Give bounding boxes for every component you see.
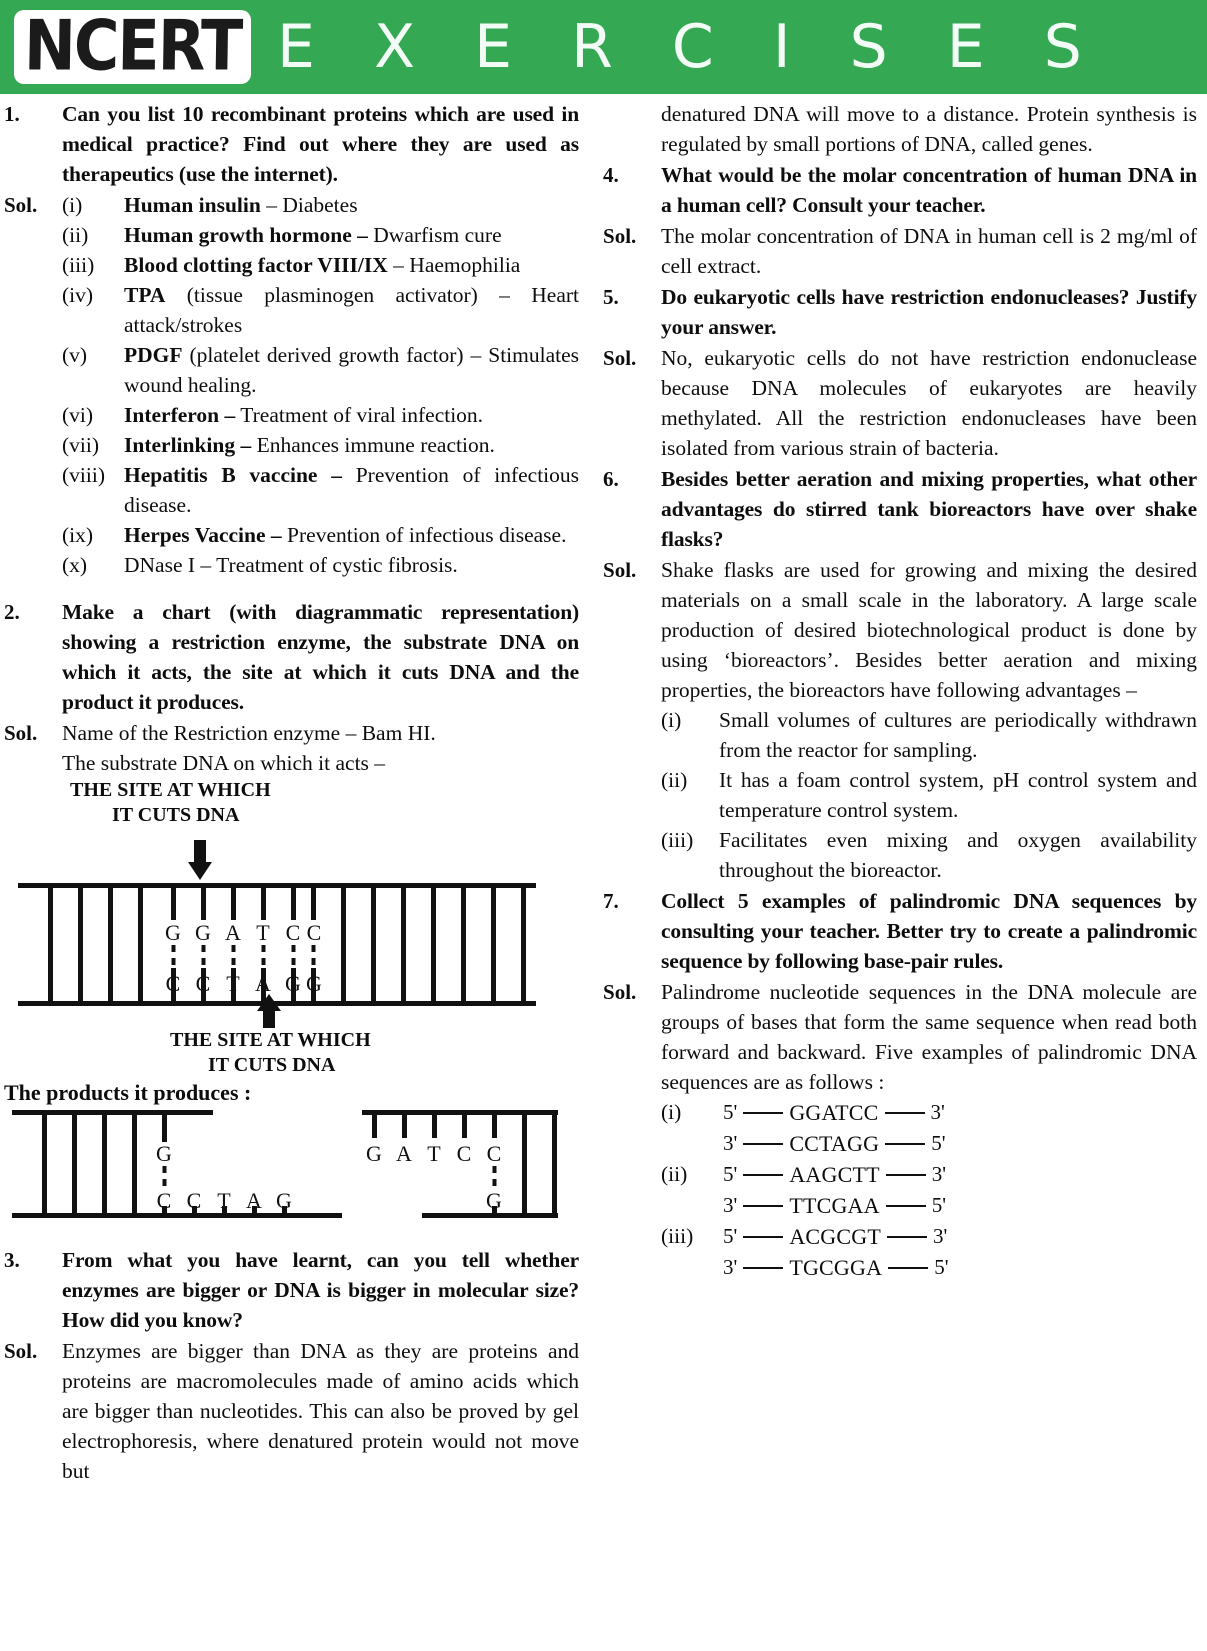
list-item-text [124, 460, 579, 520]
list-item [62, 250, 579, 280]
solution-3-label: Sol. [4, 1339, 38, 1363]
question-5-text: Do eukaryotic cells have restriction endonucleases? Justify your answer. [661, 285, 1197, 339]
strand-end-5prime: 5' [723, 1162, 738, 1186]
palindrome-sequence-item [661, 1190, 1197, 1221]
list-item-rest: – Haemophilia [387, 253, 521, 277]
cut-site-up-arrow [257, 994, 281, 1028]
list-item-bold: Human growth hormone – [124, 223, 368, 247]
list-item-marker: (i) [62, 193, 83, 217]
list-item-marker: (ii) [661, 768, 688, 792]
list-item-rest: Dwarfism cure [367, 223, 502, 247]
strand-line [743, 1174, 783, 1176]
page-header-banner [0, 0, 1207, 94]
list-item-rest: (tissue plasminogen activator) – Heart attack/strokes [124, 283, 580, 337]
list-item-rest: Treatment of viral infection. [235, 403, 484, 427]
list-item-bold: PDGF [124, 343, 183, 367]
base-letter: C [285, 920, 301, 945]
question-1-text: Can you list 10 recombinant proteins which are used in medical practice? Find out where they are used as therapeutics (use the internet). [62, 102, 580, 186]
base-letter: T [217, 1188, 231, 1213]
list-item [62, 550, 579, 580]
strand-end-5prime: 5' [723, 1100, 738, 1124]
strand-line [886, 1174, 926, 1176]
dna-bottom-backbone [18, 1001, 536, 1006]
list-item-text [124, 550, 579, 580]
product-right-top-bases [366, 1141, 501, 1166]
dna-bottom-backbone [12, 1213, 342, 1218]
base-letter: C [165, 971, 181, 996]
question-5-row [603, 282, 1197, 342]
list-item-text: Small volumes of cultures are periodically withdrawn from the reactor for sampling. [719, 708, 1197, 762]
solution-5-row [603, 343, 1197, 463]
list-item-text [124, 340, 579, 400]
list-item [62, 400, 579, 430]
strand-line [886, 1205, 926, 1207]
list-item [62, 460, 579, 520]
strand-sequence: TGCGGA [789, 1255, 883, 1280]
strand-end-3prime: 3' [932, 1224, 948, 1248]
palindrome-strand-bottom [723, 1190, 946, 1221]
solution-1-label: Sol. [4, 193, 38, 217]
list-item-text: It has a foam control system, pH control system and temperature control system. [719, 768, 1197, 822]
base-letter: G [276, 1188, 292, 1213]
strand-sequence: GGATCC [789, 1100, 879, 1125]
dna-rungs [42, 1110, 137, 1218]
question-4-row [603, 160, 1197, 220]
palindrome-sequence-item [661, 1128, 1197, 1159]
question-6-number: 6. [603, 467, 619, 491]
list-item-text [124, 280, 579, 340]
base-letter: A [225, 920, 241, 945]
dna-top-backbone [362, 1110, 558, 1115]
list-item-marker: (v) [62, 343, 88, 367]
strand-end-3prime: 3' [723, 1131, 738, 1155]
base-letter: T [256, 920, 270, 945]
solution-2-row [4, 718, 579, 778]
strand-end-5prime: 5' [931, 1131, 946, 1155]
base-letter: G [486, 1188, 502, 1213]
question-4-number: 4. [603, 163, 619, 187]
palindrome-strand-top [723, 1159, 946, 1190]
solution-6-row [603, 555, 1197, 885]
list-item-text [124, 430, 579, 460]
right-column [593, 98, 1197, 1486]
question-4-text: What would be the molar concentration of human DNA in a human cell? Consult your teacher. [661, 163, 1197, 217]
solution-2-line-2: The substrate DNA on which it acts – [62, 751, 386, 775]
base-letter: T [427, 1141, 441, 1166]
list-item-bold: Interlinking – [124, 433, 252, 457]
substrate-top-bases [165, 920, 321, 945]
list-item [62, 340, 579, 400]
list-item [62, 220, 579, 250]
list-item-rest: Prevention of infectious disease. [124, 463, 580, 517]
question-5-number: 5. [603, 285, 619, 309]
strand-end-3prime: 3' [723, 1193, 738, 1217]
strand-line [887, 1236, 927, 1238]
strand-end-5prime: 5' [931, 1193, 947, 1217]
cut-site-top-label-line-1: THE SITE AT WHICH [70, 779, 271, 801]
spacer [4, 580, 579, 596]
list-item-marker: (iv) [62, 283, 94, 307]
palindrome-strand-bottom [723, 1128, 945, 1159]
base-letter: C [486, 1141, 502, 1166]
substrate-dna-svg [4, 828, 564, 1028]
question-1-number: 1. [4, 102, 20, 126]
list-item-bold: Interferon – [124, 403, 236, 427]
list-item [661, 765, 1197, 825]
list-item-marker: (vii) [62, 433, 100, 457]
products-label: The products it produces : [4, 1080, 252, 1105]
list-item-marker: (i) [661, 708, 682, 732]
strand-end-5prime: 5' [934, 1255, 949, 1279]
base-letter: G [306, 971, 322, 996]
base-letter: C [456, 1141, 472, 1166]
spacer [4, 1228, 579, 1244]
palindrome-strand-top [723, 1221, 947, 1252]
question-7-row [603, 886, 1197, 976]
list-item-marker: (ii) [62, 223, 89, 247]
list-item-marker: (x) [62, 553, 88, 577]
cut-site-bottom-label-line-1: THE SITE AT WHICH [170, 1029, 371, 1051]
solution-6-advantages-list [661, 705, 1197, 885]
list-item-rest: – Diabetes [260, 193, 358, 217]
strand-line [743, 1205, 783, 1207]
list-item [62, 520, 579, 550]
question-2-row [4, 597, 579, 717]
strand-sequence: CCTAGG [789, 1131, 880, 1156]
solution-4-label: Sol. [603, 224, 637, 248]
page-title: E X E R C I S E S [277, 12, 1102, 82]
strand-line [885, 1143, 925, 1145]
solution-4-text: The molar concentration of DNA in human cell is 2 mg/ml of cell extract. [661, 224, 1197, 278]
strand-line [888, 1267, 928, 1269]
solution-3-continued-row [603, 99, 1197, 159]
palindrome-marker: (iii) [661, 1224, 694, 1248]
palindrome-marker: (ii) [661, 1162, 688, 1186]
list-item-text [124, 520, 579, 550]
list-item-bold: Blood clotting factor VIII/IX [124, 253, 388, 277]
question-6-text: Besides better aeration and mixing properties, what other advantages do stirred tank bioreactors have over shake flasks? [661, 467, 1197, 551]
list-item [661, 705, 1197, 765]
solution-3-row [4, 1336, 579, 1486]
palindrome-sequence-item [661, 1097, 1197, 1128]
list-item-rest: DNase I – Treatment of cystic fibrosis. [124, 553, 458, 577]
strand-line [885, 1112, 925, 1114]
list-item-marker: (iii) [62, 253, 95, 277]
question-2-text: Make a chart (with diagrammatic representation) showing a restriction enzyme, the substrate DNA on which it acts, the site at which it cuts DNA and the product it produces. [62, 600, 580, 714]
list-item-rest: Enhances immune reaction. [251, 433, 495, 457]
list-item [62, 280, 579, 340]
palindrome-marker: (i) [661, 1100, 682, 1124]
strand-end-5prime: 5' [723, 1224, 738, 1248]
list-item-bold: Hepatitis B vaccine – [124, 463, 342, 487]
dna-rungs [522, 1110, 557, 1218]
strand-line [743, 1267, 783, 1269]
solution-2-label: Sol. [4, 721, 38, 745]
strand-end-3prime: 3' [723, 1255, 738, 1279]
base-letter: C [195, 971, 211, 996]
list-item-text [124, 220, 579, 250]
cut-site-top-label-line-2: IT CUTS DNA [112, 804, 240, 826]
solution-3-text: Enzymes are bigger than DNA as they are proteins and proteins are macromolecules made of amino acids which are bigger than nucleotides. This can also be proved by gel electrophoresis, where denatured protein would not move but [62, 1339, 580, 1483]
ncert-logo-text: NCERT [23, 4, 242, 87]
list-item-text [124, 250, 579, 280]
base-letter: G [366, 1141, 382, 1166]
question-7-number: 7. [603, 889, 619, 913]
strand-line [743, 1236, 783, 1238]
product-fragment-right [362, 1110, 558, 1218]
dna-rung-stub [162, 1110, 167, 1142]
question-6-row [603, 464, 1197, 554]
base-letter: T [226, 971, 240, 996]
strand-line [743, 1143, 783, 1145]
solution-6-intro-text: Shake flasks are used for growing and mixing the desired materials on a small scale in the laboratory. A large scale production of desired biotechnological product is done by using ‘bioreactors’. Besides better aeration and mixing properties, the bioreactors have following advantages – [661, 558, 1197, 702]
question-3-text: From what you have learnt, can you tell whether enzymes are bigger or DNA is bigger in molecular size? How did you know? [62, 1248, 580, 1332]
cut-site-down-arrow [188, 840, 212, 880]
palindrome-sequence-item [661, 1159, 1197, 1190]
ncert-logo [14, 4, 251, 87]
solution-3-continued-text: denatured DNA will move to a distance. Protein synthesis is regulated by small portions of DNA, called genes. [661, 102, 1197, 156]
base-letter: C [156, 1188, 172, 1213]
strand-sequence: AAGCTT [789, 1162, 880, 1187]
base-letter: G [285, 971, 301, 996]
base-letter: C [186, 1188, 202, 1213]
list-item-text: Facilitates even mixing and oxygen availability throughout the bioreactor. [719, 828, 1197, 882]
list-item-rest: Prevention of infectious disease. [281, 523, 567, 547]
strand-end-3prime: 3' [930, 1100, 945, 1124]
base-letter: G [156, 1141, 172, 1166]
solution-4-row [603, 221, 1197, 281]
question-3-row [4, 1245, 579, 1335]
strand-line [743, 1112, 783, 1114]
list-item-text [124, 190, 579, 220]
solution-1-row [4, 190, 579, 580]
cut-site-bottom-label-line-2: IT CUTS DNA [208, 1054, 336, 1076]
base-letter: A [255, 971, 271, 996]
solution-2-line-1: Name of the Restriction enzyme – Bam HI. [62, 721, 436, 745]
question-2-number: 2. [4, 600, 20, 624]
dna-hydrogen-bonds [174, 945, 314, 968]
solution-7-label: Sol. [603, 980, 637, 1004]
palindrome-strand-top [723, 1097, 945, 1128]
list-item [661, 825, 1197, 885]
substrate-dna-diagram [4, 778, 579, 1078]
question-7-text: Collect 5 examples of palindromic DNA sequences by consulting your teacher. Better try to create a palindromic sequence by following base-pair rules. [661, 889, 1197, 973]
strand-end-3prime: 3' [931, 1162, 947, 1186]
dna-bottom-backbone [422, 1213, 558, 1218]
solution-5-label: Sol. [603, 346, 637, 370]
question-1-row [4, 99, 579, 189]
list-item-marker: (viii) [62, 463, 105, 487]
list-item-marker: (vi) [62, 403, 94, 427]
solution-2-text [62, 718, 579, 778]
dna-top-backbone [18, 883, 536, 888]
base-letter: C [306, 920, 322, 945]
palindrome-sequence-item [661, 1252, 1197, 1283]
substrate-bottom-bases [166, 971, 322, 996]
list-item-marker: (iii) [661, 828, 694, 852]
palindrome-sequence-item [661, 1221, 1197, 1252]
content-columns [0, 94, 1207, 1486]
list-item-text [124, 400, 579, 430]
palindrome-strand-bottom [723, 1252, 948, 1283]
solution-7-row [603, 977, 1197, 1283]
list-item [62, 430, 579, 460]
solution-6-label: Sol. [603, 558, 637, 582]
base-letter: A [396, 1141, 412, 1166]
base-letter: G [165, 920, 181, 945]
solution-1-list [62, 190, 579, 580]
base-letter: A [246, 1188, 262, 1213]
list-item-marker: (ix) [62, 523, 94, 547]
product-fragment-left [12, 1110, 342, 1218]
list-item [62, 190, 579, 220]
dna-rung-stub [492, 1110, 497, 1138]
question-3-number: 3. [4, 1248, 20, 1272]
product-left-bottom-bases [187, 1188, 292, 1213]
solution-5-text: No, eukaryotic cells do not have restriction endonuclease because DNA molecules of eukaryotes are heavily methylated. All the restriction endonucleases have been isolated from various strain of bacteria. [661, 346, 1197, 460]
list-item-bold: TPA [124, 283, 166, 307]
base-letter: G [195, 920, 211, 945]
list-item-bold: Human insulin [124, 193, 261, 217]
list-item-rest: (platelet derived growth factor) – Stimulates wound healing. [124, 343, 580, 397]
products-dna-diagram [4, 1106, 564, 1228]
list-item-bold: Herpes Vaccine – [124, 523, 282, 547]
solution-7-intro-text: Palindrome nucleotide sequences in the DNA molecule are groups of bases that form the same sequence when read both forward and backward. Five examples of palindromic DNA sequences are as follows : [661, 980, 1197, 1094]
strand-sequence: ACGCGT [789, 1224, 881, 1249]
strand-sequence: TTCGAA [789, 1193, 880, 1218]
left-column [4, 98, 593, 1486]
